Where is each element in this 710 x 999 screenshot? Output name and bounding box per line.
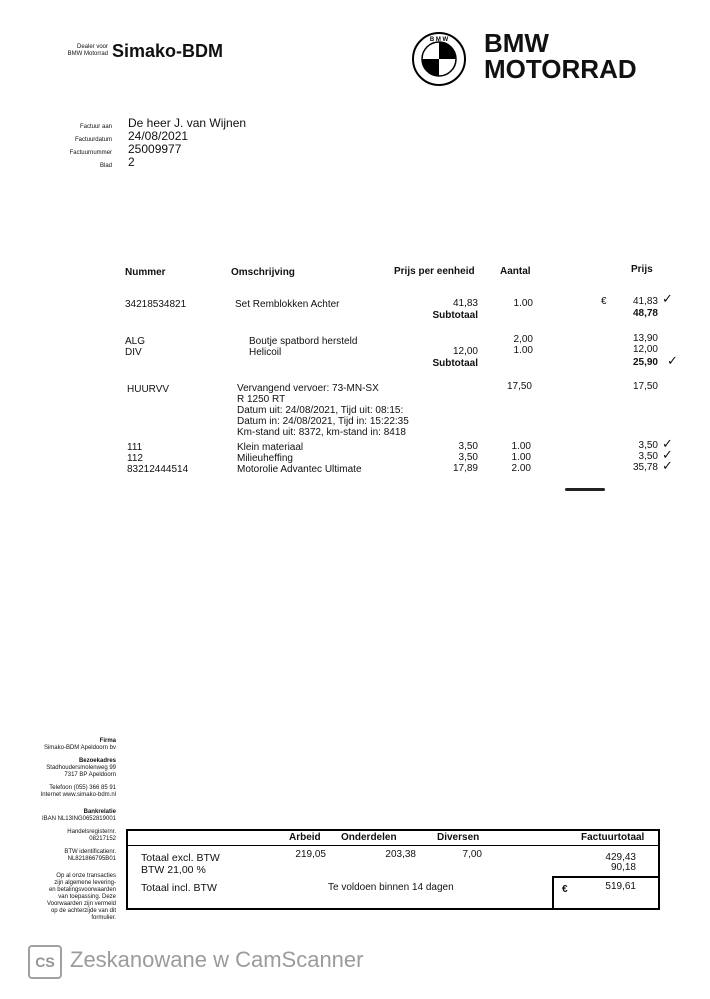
label-factuur-aan: Factuur aan: [79, 124, 112, 130]
checkmark-icon: ✓: [662, 447, 673, 462]
invoice-info-labels: [56, 121, 112, 173]
subtotal-1-label: Subtotaal: [432, 310, 478, 321]
btw-id-label: BTW identificatienr.: [64, 849, 116, 855]
bank-value: IBAN NL13ING0652819001: [41, 816, 116, 822]
camscanner-logo: CS: [28, 945, 62, 979]
bezoek-line-2: 7317 BP Apeldoorn: [64, 772, 116, 778]
totals-header-onderdelen: Onderdelen: [341, 832, 397, 843]
item-4-line: Vervangend vervoer: 73-MN-SX: [237, 383, 379, 394]
subtotal-2-label: Subtotaal: [432, 358, 478, 369]
pen-mark: [565, 488, 605, 491]
checkmark-icon: ✓: [662, 436, 673, 451]
item-3-aantal: 1.00: [513, 345, 533, 356]
header-prijs: Prijs: [631, 264, 653, 275]
item-2-aantal: 2,00: [513, 334, 533, 345]
item-6-prijs-eenheid: 3,50: [458, 452, 478, 463]
item-4-line: Km-stand uit: 8372, km-stand in: 8418: [237, 427, 406, 438]
item-1-prijs-eenheid: 41,83: [452, 298, 478, 309]
item-3-nummer: DIV: [125, 347, 142, 358]
checkmark-icon: ✓: [662, 291, 673, 306]
dealer-small-label-1: Dealer voor: [76, 44, 108, 50]
totaal-arbeid: 219,05: [295, 849, 326, 860]
item-3-omschrijving: Helicoil: [249, 347, 282, 358]
item-4-line: Datum in: 24/08/2021, Tijd in: 15:22:35: [237, 416, 409, 427]
dealer-small-label: [56, 44, 108, 58]
value-factuur-aan: De heer J. van Wijnen: [128, 116, 247, 130]
item-4-aantal: 17,50: [506, 381, 532, 392]
totaal-excl-label: Totaal excl. BTW: [141, 852, 220, 864]
item-6-omschrijving: Milieuheffing: [237, 453, 293, 464]
brand-line-2: MOTORRAD: [484, 54, 637, 84]
label-factuurdatum: Factuurdatum: [74, 137, 112, 143]
item-1-currency: €: [601, 296, 607, 307]
item-5-nummer: 111: [127, 442, 143, 453]
btw-id-value: NL821866795B01: [67, 856, 116, 862]
firma-label: Firma: [99, 738, 116, 744]
internet: Internet www.simako-bdm.nl: [40, 792, 116, 798]
dealer-name: Simako-BDM: [112, 41, 224, 61]
invoice-info-values: [128, 117, 246, 169]
brand-line-1: BMW: [484, 28, 549, 58]
bezoek-label: Bezoekadres: [78, 758, 116, 764]
due-text: Te voldoen binnen 14 dagen: [328, 882, 454, 893]
dealer-small-label-2: BMW Motorrad: [67, 51, 108, 57]
item-1-prijs: 41,83: [632, 296, 658, 307]
item-5-prijs: 3,50: [638, 440, 658, 451]
header-prijs-per-eenheid: Prijs per eenheid: [394, 266, 475, 277]
value-factuurdatum: 24/08/2021: [128, 129, 189, 143]
header-aantal: Aantal: [500, 266, 531, 277]
firma-value: Simako-BDM Apeldoorn bv: [43, 745, 116, 751]
label-factuurnummer: Factuurnummer: [69, 150, 112, 156]
terms-line: op de achterzijde van dit: [50, 908, 116, 914]
bezoek-line-1: Stadhoudersmolenweg 99: [46, 765, 116, 771]
item-7-omschrijving: Motorolie Advantec Ultimate: [237, 464, 362, 475]
item-4-line: Datum uit: 24/08/2021, Tijd uit: 08:15:: [237, 405, 404, 416]
item-4-omschrijving: [237, 383, 409, 438]
btw-label: BTW 21,00 %: [141, 864, 206, 876]
value-factuurnummer: 25009977: [128, 142, 182, 156]
totaal-incl-value: 519,61: [605, 881, 636, 892]
item-3-prijs-eenheid: 12,00: [452, 346, 478, 357]
item-5-omschrijving: Klein materiaal: [237, 442, 304, 453]
item-1-omschrijving: Set Remblokken Achter: [235, 299, 340, 310]
item-7-nummer: 83212444514: [127, 464, 189, 475]
totals-header-factuurtotaal: Factuurtotaal: [581, 832, 645, 843]
terms-line: Op al onze transacties: [56, 873, 116, 879]
item-1-aantal: 1.00: [513, 298, 533, 309]
item-1-nummer: 34218534821: [125, 299, 187, 310]
item-7-prijs-eenheid: 17,89: [452, 463, 478, 474]
totals-header-arbeid: Arbeid: [289, 832, 321, 843]
item-4-prijs: 17,50: [632, 381, 658, 392]
item-4-nummer: HUURVV: [127, 384, 170, 395]
item-5-aantal: 1.00: [511, 441, 531, 452]
totals-header-diversen: Diversen: [437, 832, 480, 843]
btw-value: 90,18: [610, 862, 636, 873]
item-2-omschrijving: Boutje spatbord hersteld: [249, 336, 358, 347]
handels-value: 08217152: [89, 836, 116, 842]
item-6-prijs: 3,50: [638, 451, 658, 462]
handels-label: Handelsregisternr.: [67, 829, 116, 835]
checkmark-icon: ✓: [662, 458, 673, 473]
checkmark-icon: ✓: [667, 353, 678, 368]
svg-text:B M W: B M W: [429, 37, 449, 43]
item-7-prijs: 35,78: [632, 462, 658, 473]
totals-divider: [126, 845, 660, 846]
bank-label: Bankrelatie: [83, 809, 116, 815]
camscanner-text: Zeskanowane w CamScanner: [70, 947, 364, 972]
header-nummer: Nummer: [125, 267, 166, 278]
totaal-onderdelen: 203,38: [385, 849, 416, 860]
item-5-prijs-eenheid: 3,50: [458, 441, 478, 452]
totaal-incl-label: Totaal incl. BTW: [141, 882, 217, 894]
terms-line: zijn algemene levering-: [54, 880, 116, 886]
subtotal-1-value: 48,78: [632, 308, 658, 319]
telefoon: Telefoon (055) 366 85 91: [49, 785, 116, 791]
company-info: [6, 738, 116, 922]
item-3-prijs: 12,00: [632, 344, 658, 355]
header-omschrijving: Omschrijving: [231, 267, 295, 278]
item-4-line: R 1250 RT: [237, 394, 286, 405]
item-6-aantal: 1.00: [511, 452, 531, 463]
value-blad: 2: [128, 155, 135, 169]
brand-title: [484, 30, 637, 82]
item-2-prijs: 13,90: [632, 333, 658, 344]
totaal-incl-currency: €: [562, 884, 568, 895]
terms-line: en betalingsvoorwaarden: [48, 887, 116, 893]
terms-line: van toepassing. Deze: [58, 894, 116, 900]
subtotal-2-value: 25,90: [632, 357, 658, 368]
bmw-roundel-logo: [412, 32, 466, 86]
item-6-nummer: 112: [127, 453, 143, 464]
totaal-diversen: 7,00: [462, 849, 482, 860]
item-2-nummer: ALG: [125, 336, 146, 347]
totaal-excl-value: 429,43: [605, 852, 636, 863]
terms-line: formulier.: [91, 915, 116, 921]
terms-line: Voorwaarden zijn vermeld: [46, 901, 116, 907]
label-blad: Blad: [99, 163, 112, 169]
item-7-aantal: 2.00: [511, 463, 531, 474]
